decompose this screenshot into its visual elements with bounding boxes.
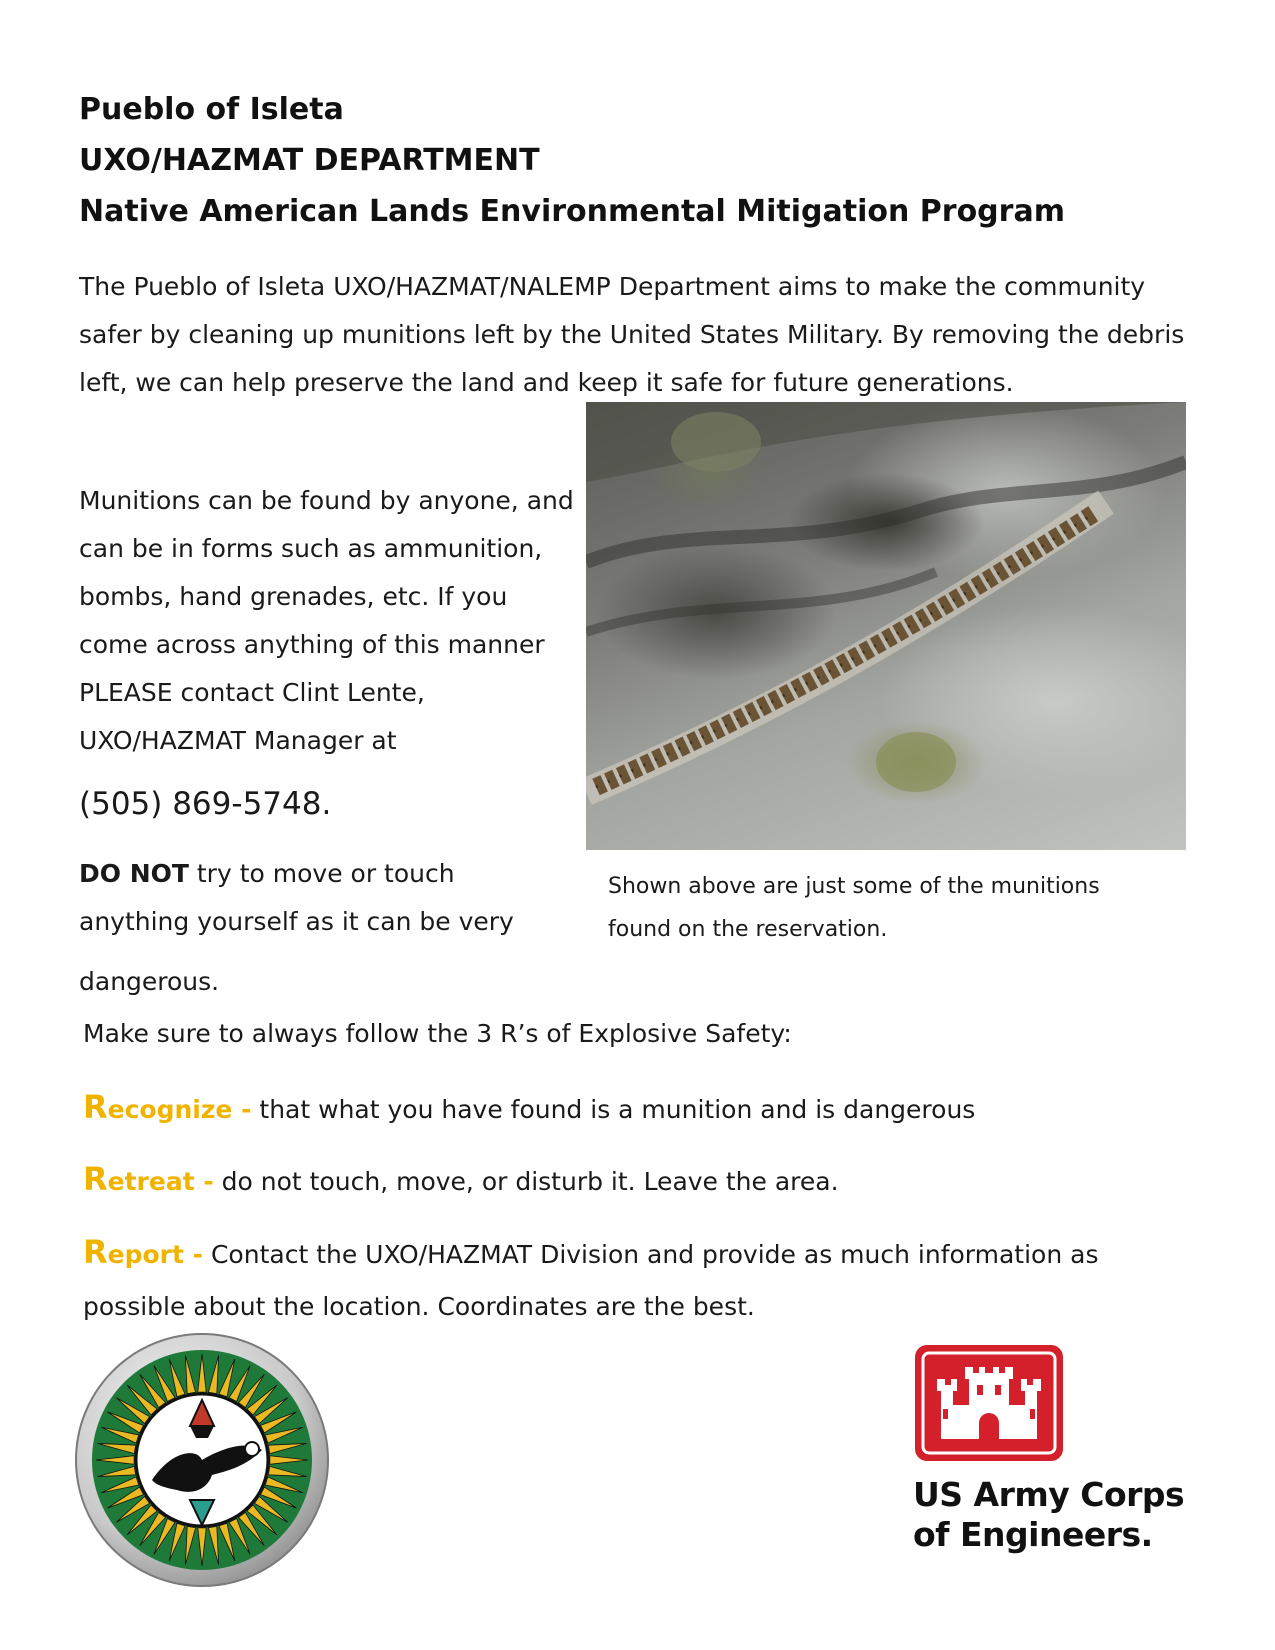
usace-castle-logo — [913, 1343, 1065, 1463]
rule-recognize-initial: R — [83, 1088, 108, 1126]
photo-caption: Shown above are just some of the munitions found on the reservation. — [608, 874, 1100, 942]
munitions-photo — [586, 402, 1186, 850]
rules-intro: Make sure to always follow the 3 R’s of Explosive Safety: — [83, 1019, 792, 1048]
heading-line-1: Pueblo of Isleta — [79, 92, 344, 127]
pueblo-seal-logo — [72, 1330, 332, 1590]
rule-recognize-text: that what you have found is a munition and is dangerous — [251, 1095, 976, 1124]
warning-text: try to move or touch anything yourself as it can be very — [79, 859, 514, 936]
page-heading — [79, 84, 1065, 237]
warning-paragraph — [79, 850, 559, 946]
rule-report-term — [83, 1233, 204, 1271]
rule-recognize-term-rest: ecognize - — [107, 1095, 252, 1124]
rule-report-text: Contact the UXO/HAZMAT Division and provide as much information as possible about the location. Coordinates are the best. — [83, 1240, 1099, 1321]
rule-retreat-term — [83, 1160, 214, 1198]
rule-recognize-term — [83, 1088, 252, 1126]
heading-line-2: UXO/HAZMAT DEPARTMENT — [79, 143, 540, 178]
contact-phone: (505) 869-5748. — [79, 786, 332, 822]
rule-recognize — [83, 1081, 1193, 1136]
usace-wordmark-line-2: of Engineers. — [913, 1515, 1153, 1554]
rule-retreat-text: do not touch, move, or disturb it. Leave the area. — [213, 1167, 839, 1196]
usace-wordmark — [913, 1475, 1184, 1555]
rule-retreat-initial: R — [83, 1160, 108, 1198]
heading-line-3: Native American Lands Environmental Mitigation Program — [79, 194, 1065, 229]
rule-report-initial: R — [83, 1233, 108, 1271]
rule-retreat-term-rest: etreat - — [107, 1167, 214, 1196]
warning-tail: dangerous. — [79, 967, 220, 996]
warning-emphasis: DO NOT — [79, 859, 189, 888]
rule-report-term-rest: eport - — [107, 1240, 204, 1269]
contact-paragraph: Munitions can be found by anyone, and can be in forms such as ammunition, bombs, hand grenades, etc. If you come across anything of this manner PLEASE contact Clint Lente, UXO/HAZMAT Manager at — [79, 486, 574, 755]
rule-retreat — [83, 1153, 1193, 1208]
munitions-photo-illustration — [586, 402, 1186, 850]
rule-report — [83, 1226, 1193, 1333]
intro-paragraph: The Pueblo of Isleta UXO/HAZMAT/NALEMP Department aims to make the community safer by cleaning up munitions left by the United States Military. By removing the debris left, we can help preserve the land and keep it safe for future generations. — [79, 272, 1185, 397]
usace-wordmark-line-1: US Army Corps — [913, 1475, 1185, 1514]
